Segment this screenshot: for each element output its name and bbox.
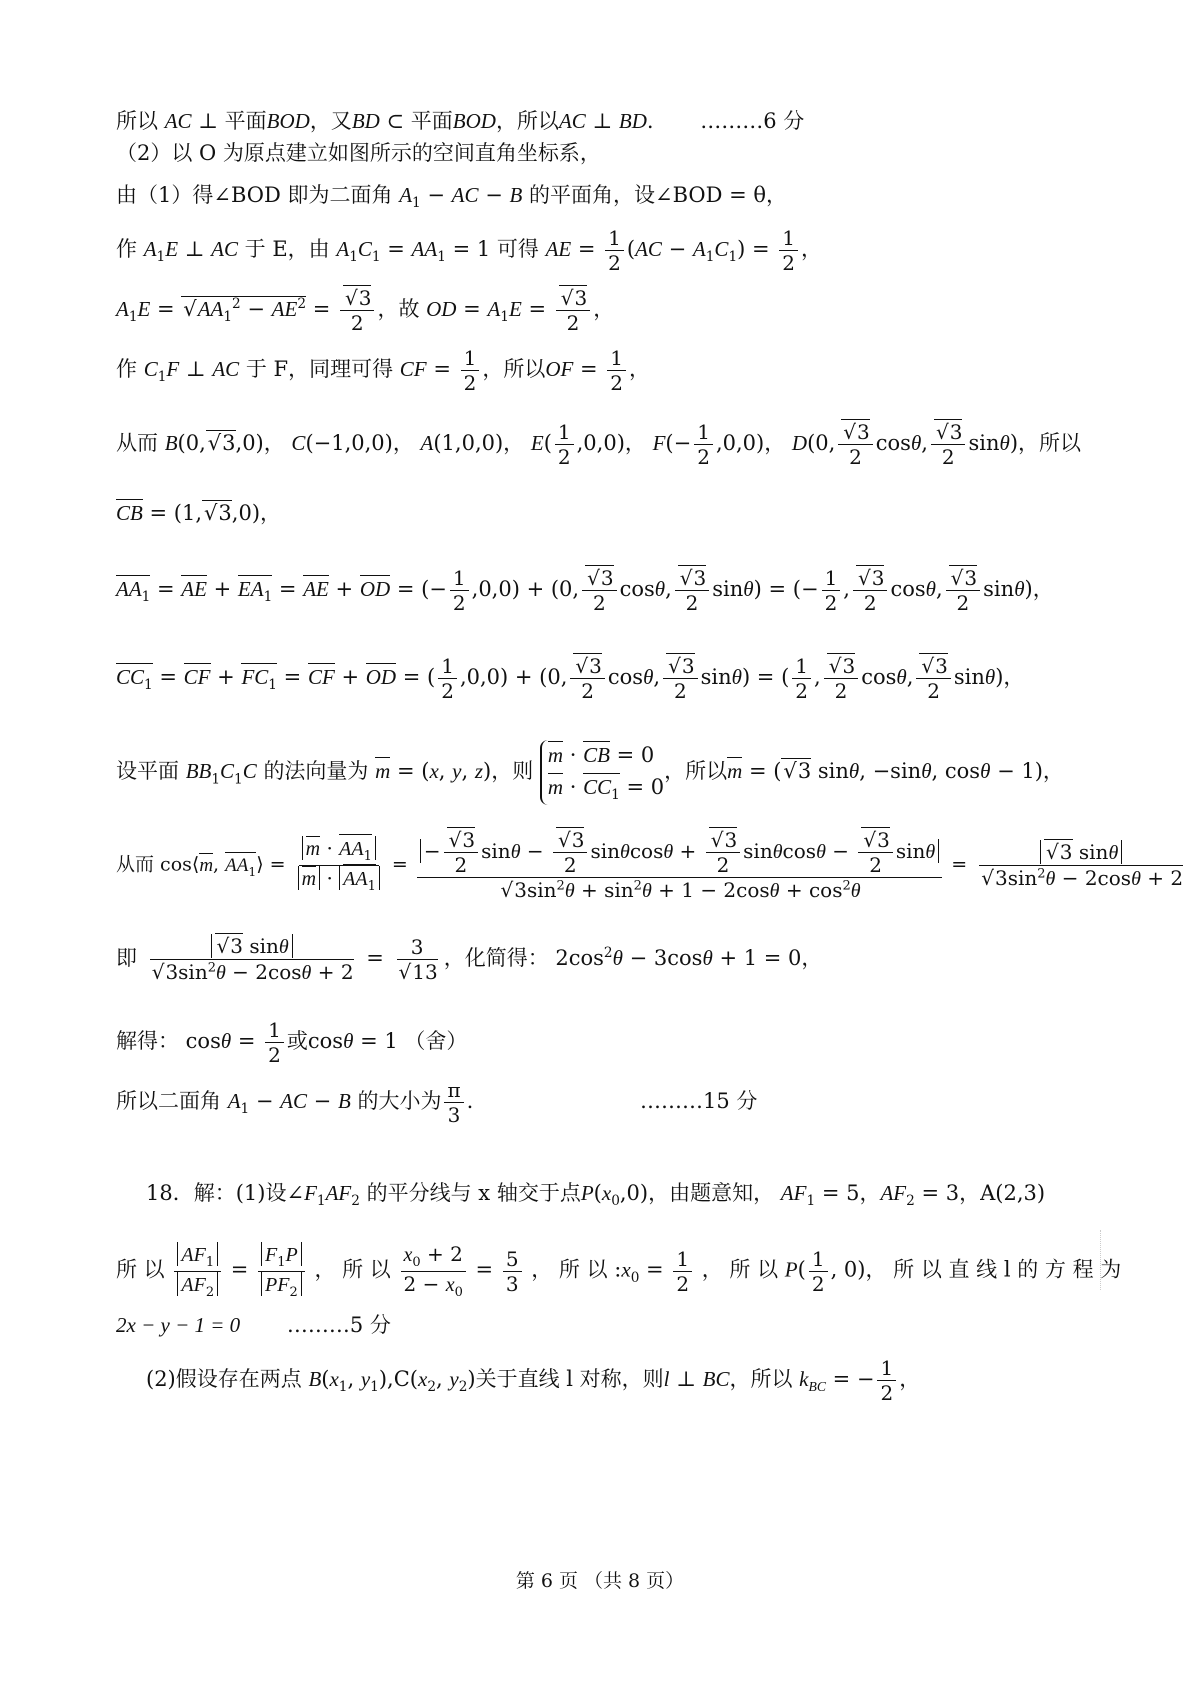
line-8: CB = (1,√ 3,0)，: [116, 500, 1100, 526]
page-footer: 第 6 页 （共 8 页）: [515, 1570, 685, 1592]
line-13: 即 √ 3 sinθ √ $3\sin^2\theta - 2\cos\theta + 2$ = 3 √ 13 ，化简得： $2\cos^2\theta - 3\cos\theta + 1 = 0$，: [116, 934, 1100, 985]
line-14: 解得： cosθ = $\frac{1}{2}$ 或cosθ = 1 （舍）: [116, 1018, 468, 1067]
score-6: ………6 分: [700, 109, 805, 133]
score-15: ………15 分: [639, 1089, 758, 1113]
line-6: 作 $C_1F$ ⊥ AC 于 F，同理可得 CF = $\frac{1}{2}$ ，所以OF = $\frac{1}{2}$ ，: [116, 346, 651, 395]
line-3: 由（1）得∠BOD 即为二面角 $A_1$ − AC − B 的平面角，设∠BOD = θ，: [116, 183, 788, 212]
line-15: 所以二面角 $A_1$ − AC − B 的大小为 $\frac{\pi}{3}$ . ………15 分: [116, 1078, 758, 1127]
line-11: 设平面 $BB_1C_1C$ 的法向量为 m = (x, y, z)，则 m · CB = 0 $m \cdot CC_1 = 0$ ，所以m = (√ 3 sinθ, −sinθ, cosθ − 1)，: [116, 740, 1100, 805]
line-10: $CC_1$ = CF + $FC_1$ = CF + OD = ( $\frac{1}{2}$ ,0,0) + (0, √ $\frac{3}{2}$ cosθ, √ $\frac{3}{2}$ sinθ) = ( $\frac{1}{2}$ , √ $\frac{3}{2}$ cosθ, √ $\frac{3}{2}$ sinθ)，: [116, 654, 1100, 703]
score-5: ………5 分: [286, 1313, 391, 1337]
line-1: 所以 AC ⊥ 平面BOD，又BD ⊂ 平面BOD，所以AC ⊥ BD. ………6 分: [116, 109, 805, 133]
line-16: 18．解：(1)设$\angle F_1AF_2$ 的平分线与 x 轴交于点$P(x_0,0)$，由题意知， $AF_1 = 5$，$AF_2 = 3$，A(2,3): [146, 1181, 1046, 1210]
line-4: 作 $A_1E$ ⊥ AC 于 E，由 $A_1C_1 = AA_1 = 1$ 可得 AE = $\frac{1}{2}$ $(AC - A_1C_1)$ = $\frac{1}{2}$ ，: [116, 226, 822, 275]
line-9: $AA_1$ = AE + $EA_1$ = AE + OD = (− $\frac{1}{2}$ ,0,0) + (0, √ $\frac{3}{2}$ cosθ, √ $\frac{3}{2}$ sinθ) = (− $\frac{1}{2}$ , √ $\frac{3}{2}$ cosθ, √ $\frac{3}{2}$ sinθ)，: [116, 566, 1100, 615]
line-18: 2x − y − 1 = 0 ………5 分: [116, 1313, 391, 1337]
line-5: $A_1E$ = √ $AA_1^2 - AE^2$ = √ $\frac{3}{2}$ ，故 OD = $A_1E$ = √ $\frac{3}{2}$ ，: [116, 286, 1100, 335]
line-19: (2)假设存在两点 $B(x_1$, $y_1),C(x_2$, $y_2$)关于直线 l 对称，则l ⊥ BC，所以 $k_{BC}$ = − $\frac{1}{2}$ ，: [146, 1356, 921, 1405]
line-2: （2）以 O 为原点建立如图所示的空间直角坐标系，: [116, 141, 601, 165]
scan-dots: [1100, 1230, 1103, 1290]
line-7: 从而 B(0,√ 3,0)， C(−1,0,0)， A(1,0,0)， E( $\frac{1}{2}$ ,0,0)， F(− $\frac{1}{2}$ ,0,0)， D(0, √ $\frac{3}{2}$ cosθ, √ $\frac{3}{2}$ sinθ)，所以: [116, 420, 1100, 469]
line-17: 所 以 $\frac{AF_1}{AF_2}$ = $\frac{F_1P}{PF_2}$ ， 所 以 $\frac{x_0 + 2}{2 - x_0}$ = $\frac{5}{3}$ ， 所 以 $:x_0$ = $\frac{1}{2}$ ， 所 以 P( $\frac{1}{2}$ , 0)， 所 以 直 线 l 的 方 程 为: [116, 1242, 1122, 1300]
line-12: 从而 cos⟨m, $AA_1⟩$ = $\frac{m \cdot AA_1}{m \cdot AA_1}$ = − √ $\frac{3}{2}$ sinθ − √ $\frac{3}{2}$ sinθcosθ + √ $\frac{3}{2}$ sinθcosθ − √ $\frac{3}{2}$ sinθ √ $3\sin^2\theta + \sin^2\theta + 1 - 2\cos\theta + \cos^2\theta$ = √ 3 sinθ √ $3\sin^2\theta - 2\cos\theta + 2$: [116, 828, 1100, 903]
